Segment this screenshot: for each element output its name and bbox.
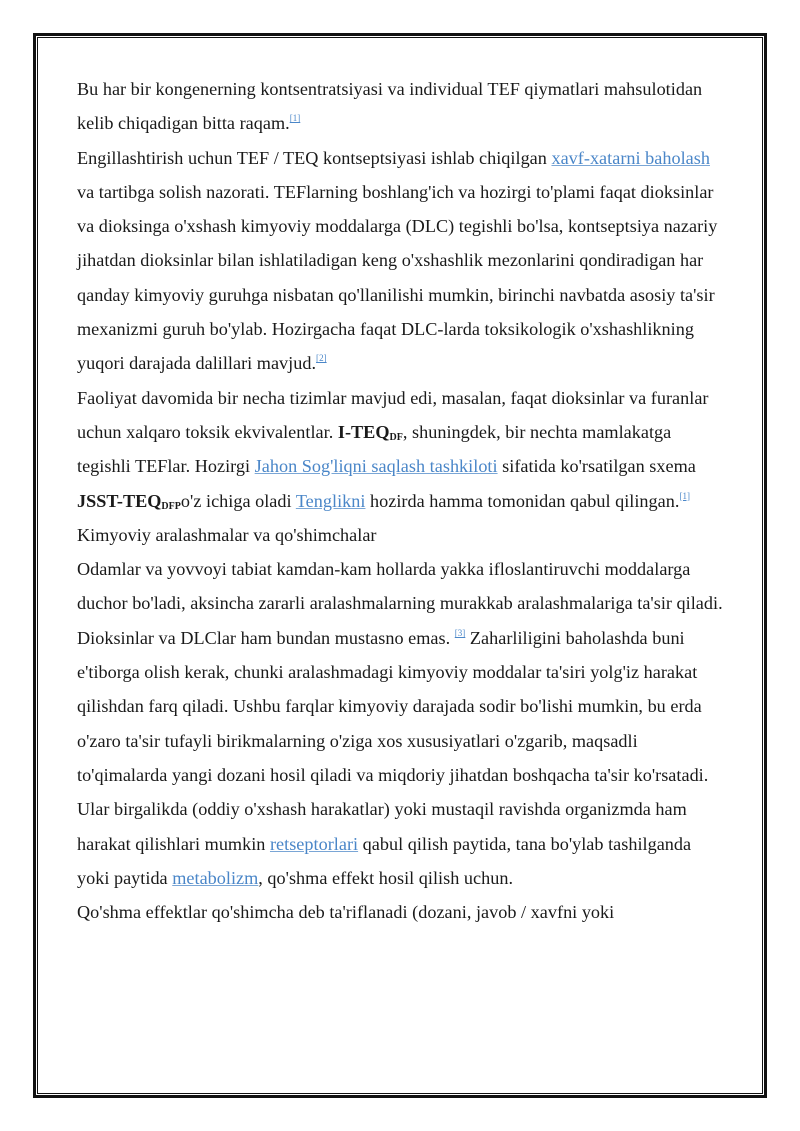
link-retseptorlari[interactable]: retseptorlari	[269, 833, 359, 854]
paragraph-text: qabul qilish paytida, tana bo'ylab tashilganda yoki paytida	[77, 833, 692, 888]
paragraph-text: sifatida ko'rsatilgan sxema	[497, 456, 696, 477]
link-metabolizm[interactable]: metabolizm	[172, 867, 259, 888]
document-body	[77, 72, 727, 929]
link-xavf-xatarni-baholash[interactable]: xavf-xatarni baholash	[551, 147, 710, 168]
citation-link[interactable]: [3]	[454, 627, 466, 638]
term-i-teq: I-TEQ	[337, 421, 390, 442]
paragraph-text: , qo'shma effekt hosil qilish uchun.	[258, 867, 514, 888]
paragraph-5	[77, 895, 727, 929]
paragraph-text: o'z ichiga oladi	[180, 490, 296, 511]
paragraph-text: , shuningdek, bir nechta mamlakatga tegishli TEFlar. Hozirgi	[77, 421, 672, 477]
paragraph-text: Bu har bir kongenerning kontsentratsiyasi va individual TEF qiymatlari mahsulotidan kelib chiqadigan bitta raqam.	[77, 79, 703, 134]
paragraph-text: Qo'shma effektlar qo'shimcha deb ta'riflanadi (dozani, javob / xavfni yoki	[77, 902, 615, 923]
paragraph-1	[77, 72, 727, 141]
paragraph-text: Odamlar va yovvoyi tabiat kamdan-kam hollarda yakka ifloslantiruvchi moddalarga duchor bo'ladi, aksincha zararli aralashmalarning murakkab aralashmalariga ta'sir qiladi. Dioksinlar va DLClar ham bundan mustasno emas.	[77, 559, 723, 648]
paragraph-4	[77, 552, 727, 895]
paragraph-3	[77, 381, 727, 518]
paragraph-text: Faoliyat davomida bir necha tizimlar mavjud edi, masalan, faqat dioksinlar va furanlar uchun xalqaro toksik ekvivalentlar.	[77, 387, 709, 442]
paragraph-text: hozirda hamma tomonidan qabul qilingan.	[365, 490, 680, 511]
paragraph-text: Engillashtirish uchun TEF / TEQ kontseptsiyasi ishlab chiqilgan	[77, 147, 552, 168]
citation-link[interactable]: [2]	[316, 353, 327, 364]
paragraph-2	[77, 141, 727, 381]
term-subscript: DFP	[161, 500, 181, 512]
term-jsst-teq: JSST-TEQ	[77, 490, 162, 511]
link-jahon-sogliqni-saqlash-tashkiloti[interactable]: Jahon Sog'liqni saqlash tashkiloti	[254, 456, 498, 477]
link-tenglikni[interactable]: Tenglikni	[295, 490, 366, 511]
section-heading: Kimyoviy aralashmalar va qo'shimchalar	[77, 524, 377, 545]
paragraph-text: Zaharliligini baholashda buni e'tiborga olish kerak, chunki aralashmadagi kimyoviy moddalar ta'siri yolg'iz harakat qilishdan farq qiladi. Ushbu farqlar kimyoviy darajada sodir bo'lishi mumkin, bu erda o'zaro ta'sir tufayli birikmalarning o'ziga xos xususiyatlari o'zgarib, maqsadli to'qimalarda yangi dozani hosil qiladi va miqdoriy jihatdan boshqacha ta'sir ko'rsatadi. Ular birgalikda (oddiy o'xshash harakatlar) yoki mustaqil ravishda organizmda ham harakat qilishlari mumkin	[77, 627, 709, 854]
term-subscript: DF	[389, 431, 403, 443]
citation-link[interactable]: [1]	[679, 490, 690, 501]
citation-link[interactable]: [1]	[289, 113, 301, 124]
paragraph-text: va tartibga solish nazorati. TEFlarning boshlang'ich va hozirgi to'plami faqat dioksinlar va dioksinga o'xshash kimyoviy moddalarga (DLC) tegishli bo'lsa, kontseptsiya nazariy jihatdan dioksinlar bilan ishlatiladigan keng o'xshashlik mezonlarini qondiradigan har qanday kimyoviy guruhga nisbatan qo'llanilishi mumkin, birinchi navbatda asosiy ta'sir mexanizmi guruh bo'ylab. Hozirgacha faqat DLC-larda toksikologik o'xshashlikning yuqori darajada dalillari mavjud.	[77, 181, 718, 374]
